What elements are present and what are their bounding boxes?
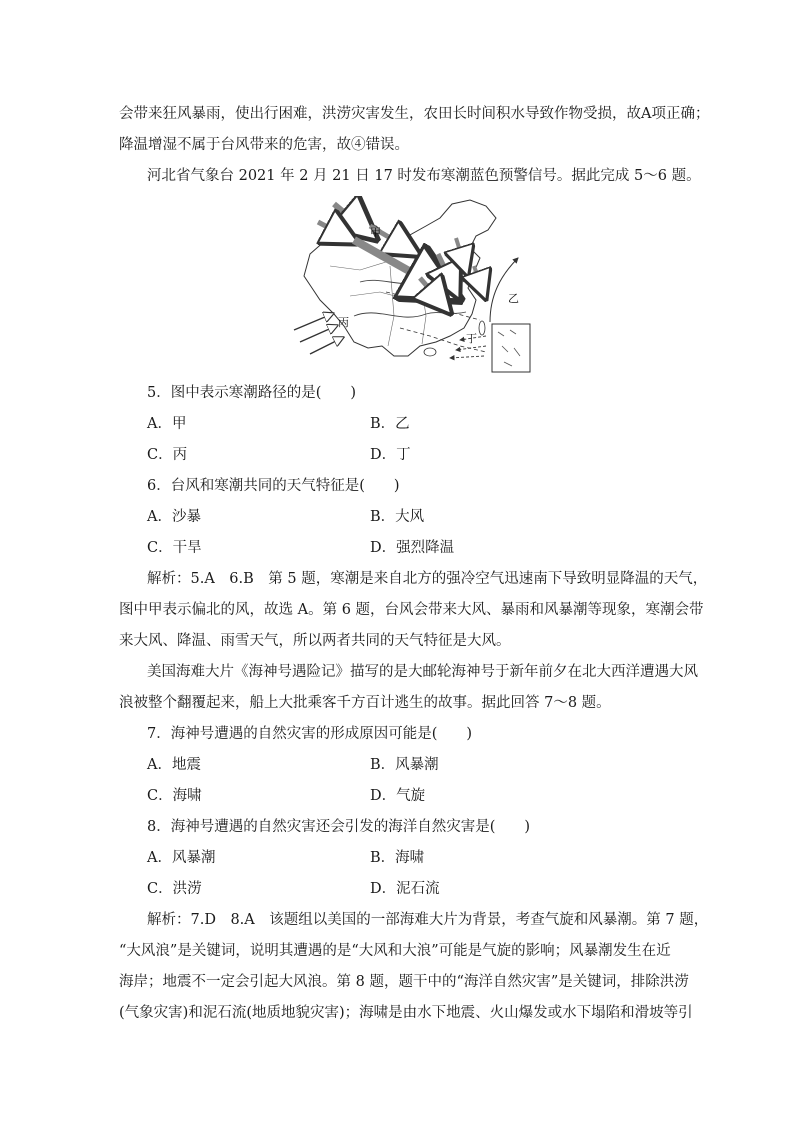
- south-china-sea-inset: [492, 324, 530, 372]
- path-yi-arrow: [490, 258, 518, 322]
- path-bing-arrow: [294, 314, 332, 330]
- q6-option-a[interactable]: A．沙暴: [147, 509, 201, 525]
- q5-option-a[interactable]: A．甲: [147, 416, 187, 432]
- q7-option-a[interactable]: A．地震: [147, 757, 201, 773]
- label-jia: 甲: [370, 226, 381, 239]
- q5-option-b[interactable]: B．乙: [370, 416, 410, 432]
- question-intro: 河北省气象台 2021 年 2 月 21 日 17 时发布寒潮蓝色预警信号。据此完成 5～6 题。: [147, 168, 701, 184]
- q6-option-c[interactable]: C．干旱: [147, 540, 202, 556]
- label-ding: 丁: [466, 332, 477, 345]
- explanation-line: 来大风、降温、雨雪天气，所以两者共同的天气特征是大风。: [119, 633, 511, 649]
- question-7-stem: 7．海神号遭遇的自然灾害的形成原因可能是( ): [147, 726, 473, 742]
- path-jia-arrow: [334, 204, 370, 234]
- paragraph-line: 会带来狂风暴雨，使出行困难，洪涝灾害发生，农田长时间积水导致作物受损，故A项正确；: [119, 106, 710, 122]
- q5-option-c[interactable]: C．丙: [147, 447, 188, 463]
- question-5-stem: 5．图中表示寒潮路径的是( ): [147, 385, 357, 401]
- q6-option-d[interactable]: D．强烈降温: [370, 540, 455, 556]
- explanation-line: 海岸；地震不一定会引起大风浪。第 8 题，题干中的“海洋自然灾害”是关键词，排除洪涝: [119, 974, 689, 990]
- q5-option-d[interactable]: D．丁: [370, 447, 411, 463]
- q8-option-c[interactable]: C．洪涝: [147, 881, 202, 897]
- question-intro: 浪被整个翻覆起来，船上大批乘客千方百计逃生的故事。据此回答 7～8 题。: [119, 695, 611, 711]
- explanation-line: 图中甲表示偏北的风，故选 A。第 6 题，台风会带来大风、暴雨和风暴潮等现象，寒潮会带: [119, 602, 704, 618]
- explanation-line: (气象灾害)和泥石流(地质地貌灾害)；海啸是由水下地震、火山爆发或水下塌陷和滑坡等引: [119, 1005, 693, 1021]
- explanation-line: “大风浪”是关键词，说明其遭遇的是“大风和大浪”可能是气旋的影响；风暴潮发生在近: [119, 943, 671, 959]
- explanation-line: 解析：7.D 8.A 该题组以美国的一部海难大片为背景，考查气旋和风暴潮。第 7 题，: [147, 912, 709, 928]
- q7-option-b[interactable]: B．风暴潮: [370, 757, 439, 773]
- q6-option-b[interactable]: B．大风: [370, 509, 425, 525]
- q8-option-b[interactable]: B．海啸: [370, 850, 425, 866]
- label-yi: 乙: [508, 292, 519, 305]
- question-intro: 美国海难大片《海神号遇险记》描写的是大邮轮海神号于新年前夕在北大西洋遭遇大风: [147, 664, 698, 680]
- question-8-stem: 8．海神号遭遇的自然灾害还会引发的海洋自然灾害是( ): [147, 819, 531, 835]
- question-6-stem: 6．台风和寒潮共同的天气特征是( ): [147, 478, 400, 494]
- label-bing: 丙: [338, 316, 349, 329]
- explanation-line: 解析：5.A 6.B 第 5 题，寒潮是来自北方的强冷空气迅速南下导致明显降温的天气，: [147, 571, 708, 587]
- q8-option-d[interactable]: D．泥石流: [370, 881, 440, 897]
- q7-option-c[interactable]: C．海啸: [147, 788, 202, 804]
- paragraph-line: 降温增湿不属于台风带来的危害，故④错误。: [119, 137, 409, 153]
- q7-option-d[interactable]: D．气旋: [370, 788, 426, 804]
- q8-option-a[interactable]: A．风暴潮: [147, 850, 216, 866]
- china-map-figure: [290, 196, 534, 374]
